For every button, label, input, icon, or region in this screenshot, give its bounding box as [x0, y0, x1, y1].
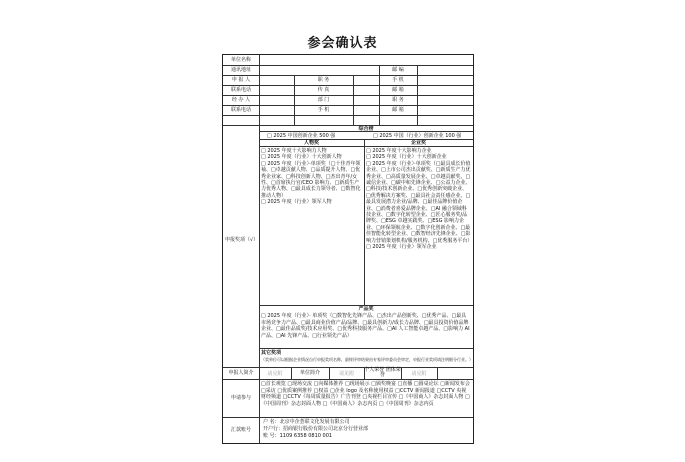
media-label: 申请参与 [230, 395, 251, 401]
attachment-stamp: 请见附 [411, 371, 427, 377]
address-label: 通讯地址 [230, 67, 251, 73]
comprehensive-item-2[interactable]: □ 2025 中国（行业）创新企业 100 强 [373, 133, 462, 139]
mobile2-label: 手 机 [317, 107, 330, 113]
unit-intro-label: 单位简介 [299, 370, 320, 376]
unit-name-label: 单位名称 [230, 57, 251, 63]
person-item[interactable]: □ 2025 年度十大影响力人物 [261, 148, 327, 154]
handler-label: 经 办 人 [231, 97, 251, 103]
product-award-text[interactable]: □ 2025 年度（行业）· 单项奖（□数智化先锋产品、□杰出产品创新奖、□优秀产品、□最具市场竞争力产品、□最具商业价值产品/品牌、□最具创新力/成长力品牌、□最具投资价值品牌企业、□最佳品质奖/技术应用奖、□优秀科技服务产品、□AI 人工智能卓越产品、□影响力 AI 产品、□AI 先锋产品、□行业领先产品） [261, 313, 470, 339]
department-label: 部 门 [317, 97, 330, 103]
mobile-label: 手 机 [392, 77, 404, 83]
enterprise-award-title: 企业奖 [410, 140, 426, 146]
person-award-list [261, 148, 362, 206]
position2-label: 职 务 [392, 97, 404, 103]
enterprise-item[interactable]: □ 2025 年度（行业）领军企业 [366, 244, 437, 251]
bank-account-name: 户 名：北京中企荟联文化发展有限公司 [263, 419, 350, 425]
enterprise-award-list [366, 148, 471, 251]
postcode-label: 邮 编 [392, 67, 404, 73]
attachment-stamp: 请见附 [338, 371, 354, 377]
product-award-title: 产品奖 [358, 306, 374, 312]
contact-phone2-label: 联系电话 [230, 107, 251, 113]
page-title: 参会确认表 [307, 36, 378, 51]
other-award-title: 其它奖项 [261, 350, 282, 356]
position-label: 职 务 [317, 77, 330, 83]
fax-label: 传 真 [317, 87, 330, 93]
email2-label: 邮 箱 [392, 107, 404, 113]
enterprise-item[interactable]: □ 2025 年度（行业）·单项奖（□最具成长价值企业、□上市公司杰出贡献奖、□新质生产力优秀企业、□高质量发展企业、□卓越贡献奖、□诚信企业、□碳中和先锋企业、□公益力企业、□科技/技术创新企业、□优秀创新突破企业、□优秀解决方案奖、□最具社会责任感企业、□最具发展潜力企业/品牌、□最佳品牌价值企业、□消费者喜爱品牌企业、□AI 融合领域科技企业、□数字化转型企业、□匠心服务奖/品牌奖、□ESG 卓越实践奖、□ESG 影响力企业、□环保领航企业、□数字化创新企业、□最佳智能化转型企业、□数智经济先锋企业、□影响力营销策划机构/服务机构、□优秀服务平台） [366, 160, 473, 244]
bank-account-number: 账 号：1109 6358 0810 001 [263, 433, 333, 439]
honors-label: 个人荣誉 团体荣誉 [364, 367, 401, 378]
person-award-title: 人物奖 [303, 140, 319, 146]
contact-phone-label: 联系电话 [230, 87, 251, 93]
comprehensive-title: 综合榜 [358, 126, 374, 132]
media-options[interactable]: □首长观览 □现场交流 □向媒体推荐 □现场展示 □颁奖晚宴 □直播 □圆桌论坛 □新闻发布会 □采访 □优质案例推荐 □权益 □企业 logo 及名称使用权益 □CCTV 新闻报道 □CCTV 央视财经频道 □CCTV《每周质量报告》广告刊登 □央视栏目宣传 □《中国商人》杂志封面人物 □《中国周刊》杂志封面人物 □《中国商人》杂志内页 □《中国周刊》杂志内页 [261, 381, 470, 407]
email-label: 邮 箱 [392, 87, 404, 93]
attachment-stamp: 请见附 [267, 371, 283, 377]
confirmation-form [222, 54, 474, 444]
comprehensive-item-1[interactable]: □ 2025 中国创新企业 500 强 [267, 133, 336, 139]
person-item[interactable]: □ 2025 年度（行业）·单项奖（□十佳青年领袖、□卓越贡献人物、□品质提升人物、□优秀企业家、□科技创新人物、□杰出青年/女性、□首席执行官/CEO 影响力、□新质生产力优秀人物、□最具成长力领导者、□数智化推动人物） [261, 160, 361, 199]
applicant-label: 申 报 人 [231, 77, 251, 83]
awards-label: 申报奖项（√） [225, 237, 259, 243]
enterprise-item[interactable]: □ 2025 年度十大影响力企业 [366, 148, 432, 154]
enterprise-item[interactable]: □ 2025 年度（行业）十大创新企业 [366, 154, 447, 161]
other-award-note: （奖单位可以根据企业情况自行申报奖项名称，最终评审结果由专家评审委员会审定，申报行业奖项请注明细分行业。） [261, 357, 473, 362]
person-item[interactable]: □ 2025 年度（行业）领军人物 [261, 199, 332, 206]
bank-label: 汇款账号 [230, 427, 251, 433]
person-item[interactable]: □ 2025 年度（行业）十大创新人物 [261, 154, 342, 161]
bank-name: 开户行：招商银行股份有限公司北京分行营业部 [263, 426, 369, 432]
applicant-intro-label: 申报人简介 [228, 370, 254, 376]
